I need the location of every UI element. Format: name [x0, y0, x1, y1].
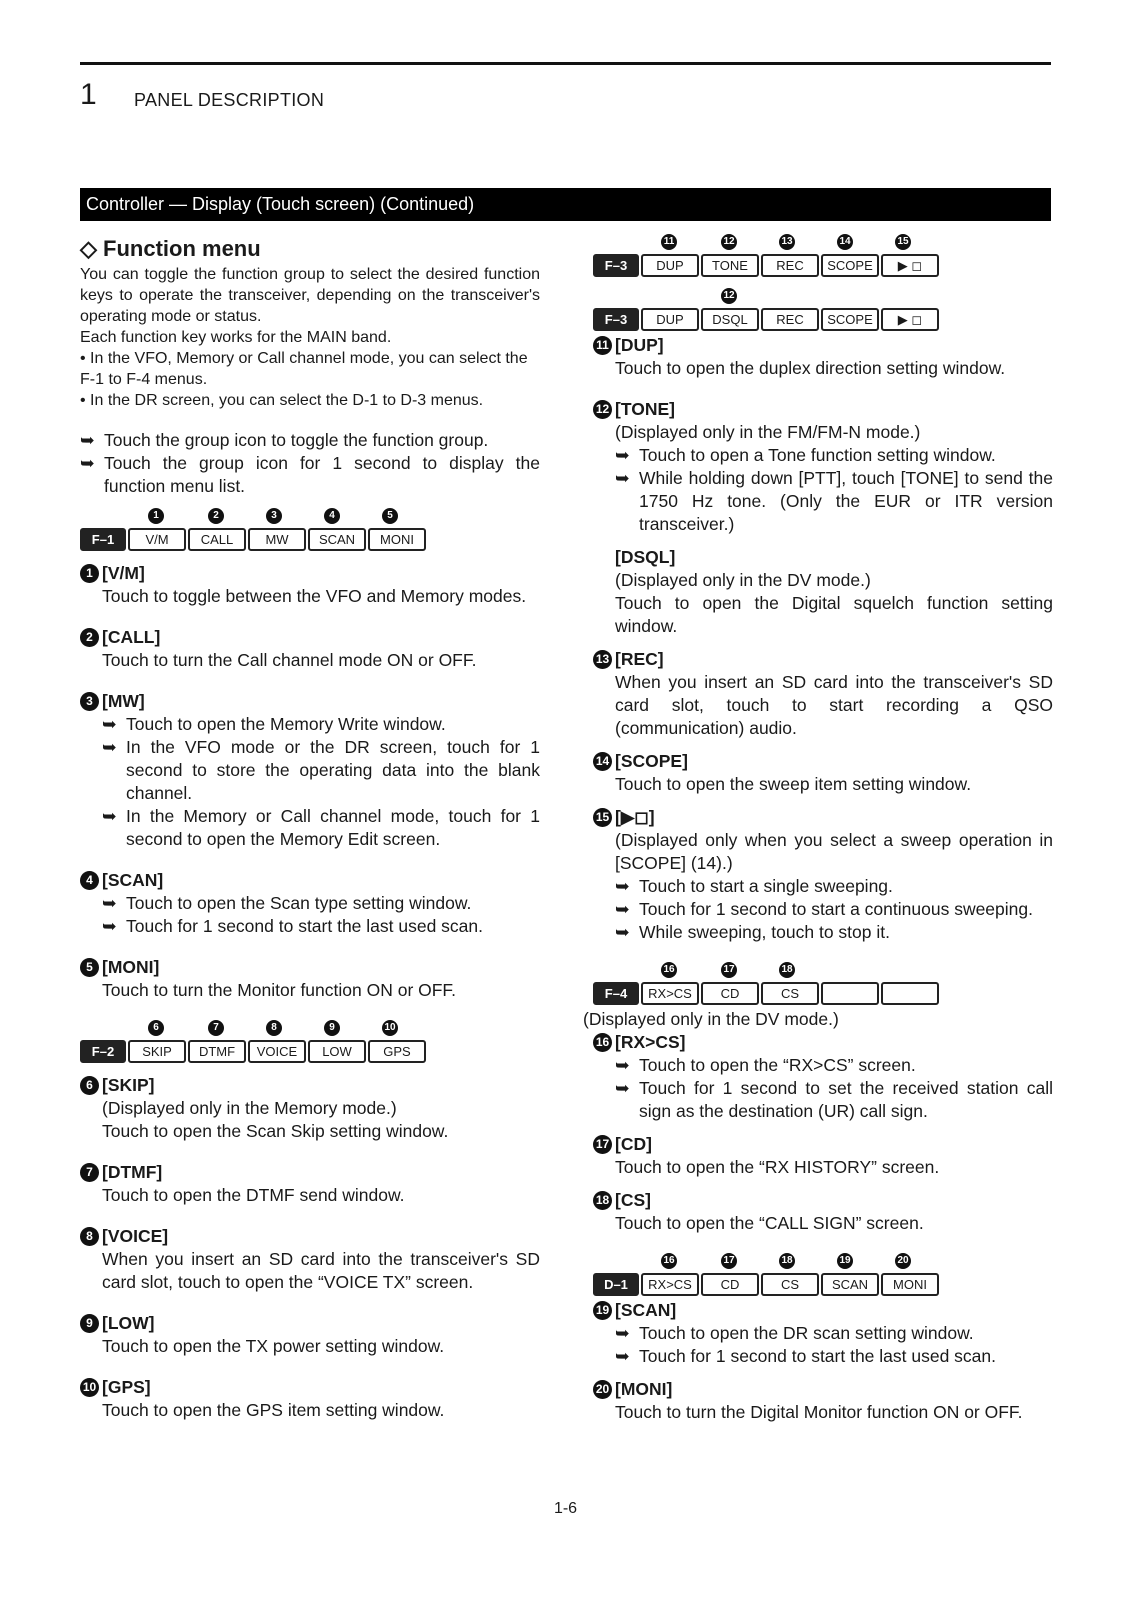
section-title: ◇ Function menu: [80, 236, 261, 261]
group-key[interactable]: F–4: [593, 982, 639, 1005]
group-key[interactable]: D–1: [593, 1273, 639, 1296]
item-sweep-title: 15 [▶◻]: [593, 806, 1053, 829]
keybar-f4: [593, 962, 1053, 1008]
item-tone-title: 12 [TONE]: [593, 398, 1053, 421]
item-scan-title: 4 [SCAN]: [80, 869, 540, 892]
dup-key[interactable]: DUP: [641, 308, 699, 331]
item-call-title: 2 [CALL]: [80, 626, 540, 649]
section-banner: Controller — Display (Touch screen) (Continued): [80, 188, 1051, 221]
mw-key[interactable]: MW: [248, 528, 306, 551]
item-skip-title: 6 [SKIP]: [80, 1074, 540, 1097]
vm-key[interactable]: V/M: [128, 528, 186, 551]
scan-key[interactable]: SCAN: [821, 1273, 879, 1296]
cd-key[interactable]: CD: [701, 982, 759, 1005]
callout-number: 20: [895, 1253, 911, 1269]
dv-note: (Displayed only in the DV mode.): [583, 1009, 839, 1029]
cs-key[interactable]: CS: [761, 1273, 819, 1296]
item-dtmf-title: 7 [DTMF]: [80, 1161, 540, 1184]
rec-key[interactable]: REC: [761, 308, 819, 331]
note-line: ➥ Touch the group icon to toggle the function group.: [80, 430, 489, 450]
scope-key[interactable]: SCOPE: [821, 254, 879, 277]
dsql-key[interactable]: DSQL: [701, 308, 759, 331]
item-dtmf-text: Touch to open the DTMF send window.: [102, 1185, 405, 1205]
item-rec-title: 13 [REC]: [593, 648, 1053, 671]
note-line: ➥ While sweeping, touch to stop it.: [615, 922, 890, 942]
item-dsql-title: [DSQL]: [615, 547, 676, 567]
item-voice-text: When you insert an SD card into the transceiver's SD card slot, touch to open the “VOICE TX” screen.: [102, 1249, 540, 1292]
callout-number: 16: [661, 1253, 677, 1269]
note-line: ➥ In the Memory or Call channel mode, touch for 1 second to open the Memory Edit screen.: [102, 806, 540, 849]
item-cd-title: 17 [CD]: [593, 1133, 1053, 1156]
top-rule: [80, 62, 1051, 65]
callout-number: 8: [266, 1020, 282, 1036]
callout-number: 16: [661, 962, 677, 978]
note-line: ➥ Touch for 1 second to start a continuous sweeping.: [615, 899, 1033, 919]
dup-key[interactable]: DUP: [641, 254, 699, 277]
callout-number: 5: [382, 508, 398, 524]
skip-key[interactable]: SKIP: [128, 1040, 186, 1063]
callout-number: 17: [721, 1253, 737, 1269]
note-line: ➥ In the VFO mode or the DR screen, touch for 1 second to store the operating data into the blank channel.: [102, 737, 540, 803]
group-key[interactable]: F–1: [80, 528, 126, 551]
note-line: ➥ Touch to start a single sweeping.: [615, 876, 893, 896]
callout-number: 15: [895, 234, 911, 250]
arrow-icon: ➥: [80, 430, 95, 450]
item-dup-text: Touch to open the duplex direction setting window.: [615, 358, 1006, 378]
cs-key[interactable]: CS: [761, 982, 819, 1005]
keybar-d1: [593, 1253, 1053, 1299]
note-line: ➥ Touch for 1 second to start the last used scan.: [102, 916, 484, 936]
page-number: 1-6: [553, 1500, 578, 1517]
item-voice-title: 8 [VOICE]: [80, 1225, 540, 1248]
item-low-title: 9 [LOW]: [80, 1312, 540, 1335]
note-line: ➥ Touch for 1 second to set the received station call sign as the destination (UR) call sign.: [615, 1078, 1053, 1121]
gps-key[interactable]: GPS: [368, 1040, 426, 1063]
keybar-f3-tone: [593, 234, 1053, 288]
item-scope-title: 14 [SCOPE]: [593, 750, 1053, 773]
moni-key[interactable]: MONI: [368, 528, 426, 551]
scope-key[interactable]: SCOPE: [821, 308, 879, 331]
item-dmoni-text: Touch to turn the Digital Monitor function ON or OFF.: [615, 1402, 1023, 1422]
item-mw-title: 3 [MW]: [80, 690, 540, 713]
item-skip-text: Touch to open the Scan Skip setting window.: [102, 1121, 449, 1141]
item-dup-title: 11 [DUP]: [593, 334, 1053, 357]
item-scope-text: Touch to open the sweep item setting window.: [615, 774, 972, 794]
item-tone-text: (Displayed only in the FM/FM-N mode.): [615, 422, 921, 442]
callout-number: 7: [208, 1020, 224, 1036]
intro-bullet: • In the DR screen, you can select the D-1 to D-3 menus.: [80, 392, 484, 409]
call-key[interactable]: CALL: [188, 528, 246, 551]
note-line: ➥ Touch for 1 second to start the last used scan.: [615, 1346, 997, 1366]
note-line: ➥ Touch the group icon for 1 second to display the function menu list.: [80, 453, 540, 496]
blank-key[interactable]: [881, 982, 939, 1005]
group-key[interactable]: F–3: [593, 308, 639, 331]
callout-number: 11: [661, 234, 677, 250]
chapter-title: PANEL DESCRIPTION: [134, 90, 325, 110]
voice-key[interactable]: VOICE: [248, 1040, 306, 1063]
item-dsql-text: Touch to open the Digital squelch function setting window.: [615, 593, 1053, 636]
callout-number: 1: [148, 508, 164, 524]
callout-number: 18: [779, 962, 795, 978]
callout-number: 12: [721, 288, 737, 304]
item-low-text: Touch to open the TX power setting window.: [102, 1336, 445, 1356]
item-vm-text: Touch to toggle between the VFO and Memory modes.: [102, 586, 527, 606]
item-moni-text: Touch to turn the Monitor function ON or OFF.: [102, 980, 457, 1000]
left-column: [80, 234, 540, 1422]
callout-number: 19: [837, 1253, 853, 1269]
intro-bullet: • In the VFO, Memory or Call channel mode, you can select the F-1 to F-4 menus.: [80, 350, 528, 388]
callout-number: 13: [779, 234, 795, 250]
note-line: ➥ Touch to open the Scan type setting window.: [102, 893, 472, 913]
callout-number: 2: [208, 508, 224, 524]
keybar-f3-dsql: [593, 288, 1053, 334]
callout-number: 17: [721, 962, 737, 978]
blank-key[interactable]: [821, 982, 879, 1005]
sweep-key[interactable]: ▶ ◻: [881, 308, 939, 331]
sweep-key[interactable]: ▶ ◻: [881, 254, 939, 277]
callout-number: 18: [779, 1253, 795, 1269]
item-gps-text: Touch to open the GPS item setting window.: [102, 1400, 445, 1420]
note-line: ➥ Touch to open the Memory Write window.: [102, 714, 446, 734]
item-call-text: Touch to turn the Call channel mode ON or OFF.: [102, 650, 477, 670]
item-rxcs-title: 16 [RX>CS]: [593, 1031, 1053, 1054]
callout-number: 3: [266, 508, 282, 524]
rec-key[interactable]: REC: [761, 254, 819, 277]
callout-number: 12: [721, 234, 737, 250]
group-key[interactable]: F–3: [593, 254, 639, 277]
rxcs-key[interactable]: RX>CS: [641, 1273, 699, 1296]
item-cs-title: 18 [CS]: [593, 1189, 1053, 1212]
keybar-f1: [80, 508, 540, 562]
note-line: ➥ While holding down [PTT], touch [TONE] to send the 1750 Hz tone. (Only the EUR or ITR version transceiver.): [615, 468, 1053, 534]
low-key[interactable]: LOW: [308, 1040, 366, 1063]
item-sweep-text: (Displayed only when you select a sweep operation in [SCOPE] (14).): [615, 830, 1053, 873]
callout-number: 4: [324, 508, 340, 524]
arrow-icon: ➥: [80, 453, 95, 473]
scan-key[interactable]: SCAN: [308, 528, 366, 551]
group-key[interactable]: F–2: [80, 1040, 126, 1063]
item-skip-text: (Displayed only in the Memory mode.): [102, 1098, 397, 1118]
callout-number: 10: [382, 1020, 398, 1036]
intro-text: You can toggle the function group to select the desired function keys to operate the transceiver, depending on the transceiver's operating mode or status.: [80, 266, 540, 325]
item-cd-text: Touch to open the “RX HISTORY” screen.: [615, 1157, 940, 1177]
item-dscan-title: 19 [SCAN]: [593, 1299, 1053, 1322]
callout-number: 14: [837, 234, 853, 250]
item-vm-title: 1 [V/M]: [80, 562, 540, 585]
note-line: ➥ Touch to open the “RX>CS” screen.: [615, 1055, 916, 1075]
item-dsql-text: (Displayed only in the DV mode.): [615, 570, 871, 590]
keybar-f2: [80, 1020, 540, 1074]
item-gps-title: 10 [GPS]: [80, 1376, 540, 1399]
dtmf-key[interactable]: DTMF: [188, 1040, 246, 1063]
item-cs-text: Touch to open the “CALL SIGN” screen.: [615, 1213, 924, 1233]
item-rec-text: When you insert an SD card into the transceiver's SD card slot, touch to start recording a QSO (communication) audio.: [615, 672, 1053, 738]
rxcs-key[interactable]: RX>CS: [641, 982, 699, 1005]
right-column: [583, 234, 1053, 1424]
cd-key[interactable]: CD: [701, 1273, 759, 1296]
moni-key[interactable]: MONI: [881, 1273, 939, 1296]
callout-number: 6: [148, 1020, 164, 1036]
callout-number: 9: [324, 1020, 340, 1036]
item-moni-title: 5 [MONI]: [80, 956, 540, 979]
note-line: ➥ Touch to open the DR scan setting window.: [615, 1323, 974, 1343]
tone-key[interactable]: TONE: [701, 254, 759, 277]
chapter-number: 1: [80, 78, 97, 111]
note-line: ➥ Touch to open a Tone function setting window.: [615, 445, 996, 465]
item-dmoni-title: 20 [MONI]: [593, 1378, 1053, 1401]
intro-text: Each function key works for the MAIN band.: [80, 329, 392, 346]
